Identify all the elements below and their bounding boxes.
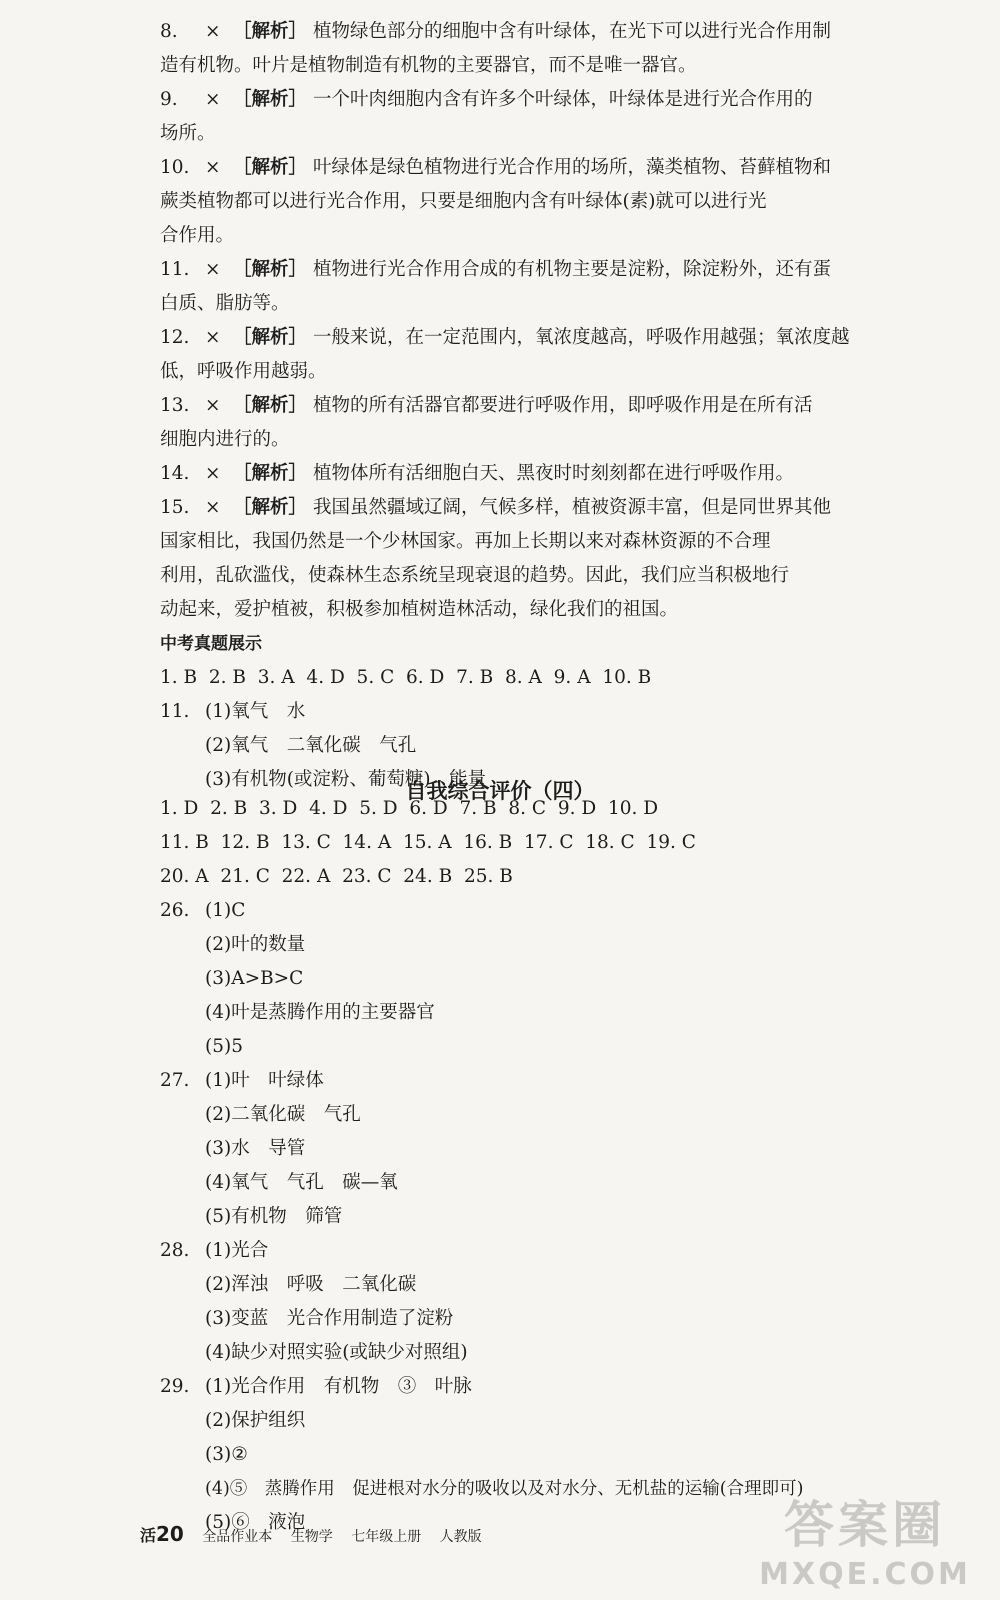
list-item: 11. (1)氧气 水 bbox=[160, 701, 306, 722]
list-item: 10. × ［解析］ 叶绿体是绿色植物进行光合作用的场所，藻类植物、苔藓植物和 bbox=[160, 157, 832, 178]
page-footer bbox=[140, 1522, 496, 1546]
edition-label: 人教版 bbox=[439, 1529, 482, 1545]
list-item: 9. × ［解析］ 一个叶肉细胞内含有许多个叶绿体，叶绿体是进行光合作用的 bbox=[160, 89, 813, 110]
choice-answers: 11. B 12. B 13. C 14. A 15. A 16. B 17. C 18. C 19. C bbox=[160, 832, 696, 853]
list-item: 13. × ［解析］ 植物的所有活器官都要进行呼吸作用，即呼吸作用是在所有活 bbox=[160, 395, 813, 416]
page-number: 活20 bbox=[140, 1522, 184, 1546]
list-item: 26. (1)C bbox=[160, 900, 246, 921]
list-item: 12. × ［解析］ 一般来说，在一定范围内，氧浓度越高，呼吸作用越强；氧浓度越 bbox=[160, 327, 850, 348]
choice-answers: 1. D 2. B 3. D 4. D 5. D 6. D 7. B 8. C 9. D 10. D bbox=[160, 798, 659, 819]
choice-answers: 1. B 2. B 3. A 4. D 5. C 6. D 7. B 8. A 9. A 10. B bbox=[160, 667, 652, 688]
list-item: 14. × ［解析］ 植物体所有活细胞白天、黑夜时时刻刻都在进行呼吸作用。 bbox=[160, 463, 795, 484]
watermark-logo: 答案圈 MXQE.COM bbox=[759, 1496, 971, 1592]
section-heading-zhongkao: 中考真题展示 bbox=[160, 634, 262, 654]
list-item: 28. (1)光合 bbox=[160, 1240, 269, 1261]
list-item: 29. (1)光合作用 有机物 ③ 叶脉 bbox=[160, 1376, 472, 1397]
list-item: 8. × ［解析］ 植物绿色部分的细胞中含有叶绿体，在光下可以进行光合作用制 bbox=[160, 21, 832, 42]
list-item: 27. (1)叶 叶绿体 bbox=[160, 1070, 324, 1091]
grade-label: 七年级上册 bbox=[351, 1529, 422, 1545]
list-item: 11. × ［解析］ 植物进行光合作用合成的有机物主要是淀粉，除淀粉外，还有蛋 bbox=[160, 259, 832, 280]
self-eval-section: 1. D 2. B 3. D 4. D 5. D 6. D 7. B 8. C 9. D 10. D 11. B 12. B 13. C 14. A 15. A 16. B 17. C 18. C 19. C 20. A 21. C 22. A 23. C 24. B 25. B 26. (1)C (2)叶的数量 (3)A>B>C (4)叶是蒸腾作用的主要器官 (5)5 27. (1)叶 叶绿体 (2)二氧化碳 气孔 (3)水 导管 (4)氧气 气孔 碳—氧 (5)有机物 筛管 28. (1)光合 (2)浑浊 呼吸 二氧化碳 (3)变蓝 光合作用制造了淀粉 (4)缺少对照实验(或缺少对照组) 29. (1)光合作用 有机物 ③ 叶脉 (2)保护组织 (3)② (4)⑤ 蒸腾作用 促进根对水分的吸收以及对水分、无机盐的运输(合理即可) (5)⑥ 液泡 bbox=[160, 792, 860, 1540]
subject-label: 生物学 bbox=[290, 1529, 333, 1545]
page-title: 自我综合评价（四） bbox=[405, 779, 595, 803]
book-title: 全品作业本 bbox=[202, 1529, 273, 1545]
list-item: 15. × ［解析］ 我国虽然疆域辽阔，气候多样，植被资源丰富，但是同世界其他 bbox=[160, 497, 832, 518]
choice-answers: 20. A 21. C 22. A 23. C 24. B 25. B bbox=[160, 866, 513, 887]
analysis-section: 8. × ［解析］ 植物绿色部分的细胞中含有叶绿体，在光下可以进行光合作用制 造有机物。叶片是植物制造有机物的主要器官，而不是唯一器官。 9. × ［解析］ 一个叶肉细胞内含有许多个叶绿体，叶绿体是进行光合作用的 场所。 10. × ［解析］ 叶绿体是绿色植物进行光合作用的场所，藻类植物、苔藓植物和 蕨类植物都可以进行光合作用，只要是细胞内含有叶绿体(素)就可以进行光 合作用。 11. × ［解析］ 植物进行光合作用合成的有机物主要是淀粉，除淀粉外，还有蛋 白质、脂肪等。 12. × ［解析］ 一般来说，在一定范围内，氧浓度越高，呼吸作用越强；氧浓度越 低，呼吸作用越弱。 13. × ［解析］ 植物的所有活器官都要进行呼吸作用，即呼吸作用是在所有活 细胞内进行的。 14. × ［解析］ 植物体所有活细胞白天、黑夜时时刻刻都在进行呼吸作用。 15. × ［解析］ 我国虽然疆域辽阔，气候多样，植被资源丰富，但是同世界其他 国家相比，我国仍然是一个少林国家。再加上长期以来对森林资源的不合理 利用，乱砍滥伐，使森林生态系统呈现衰退的趋势。因此，我们应当积极地行 动起来，爱护植被，积极参加植树造林活动，绿化我们的祖国。 中考真题展示 1. B 2. B 3. A 4. D 5. C 6. D 7. B 8. A 9. A 10. B 11. (1)氧气 水 (2)氧气 二氧化碳 气孔 (3)有机物(或淀粉、葡萄糖) 能量 bbox=[160, 15, 860, 797]
